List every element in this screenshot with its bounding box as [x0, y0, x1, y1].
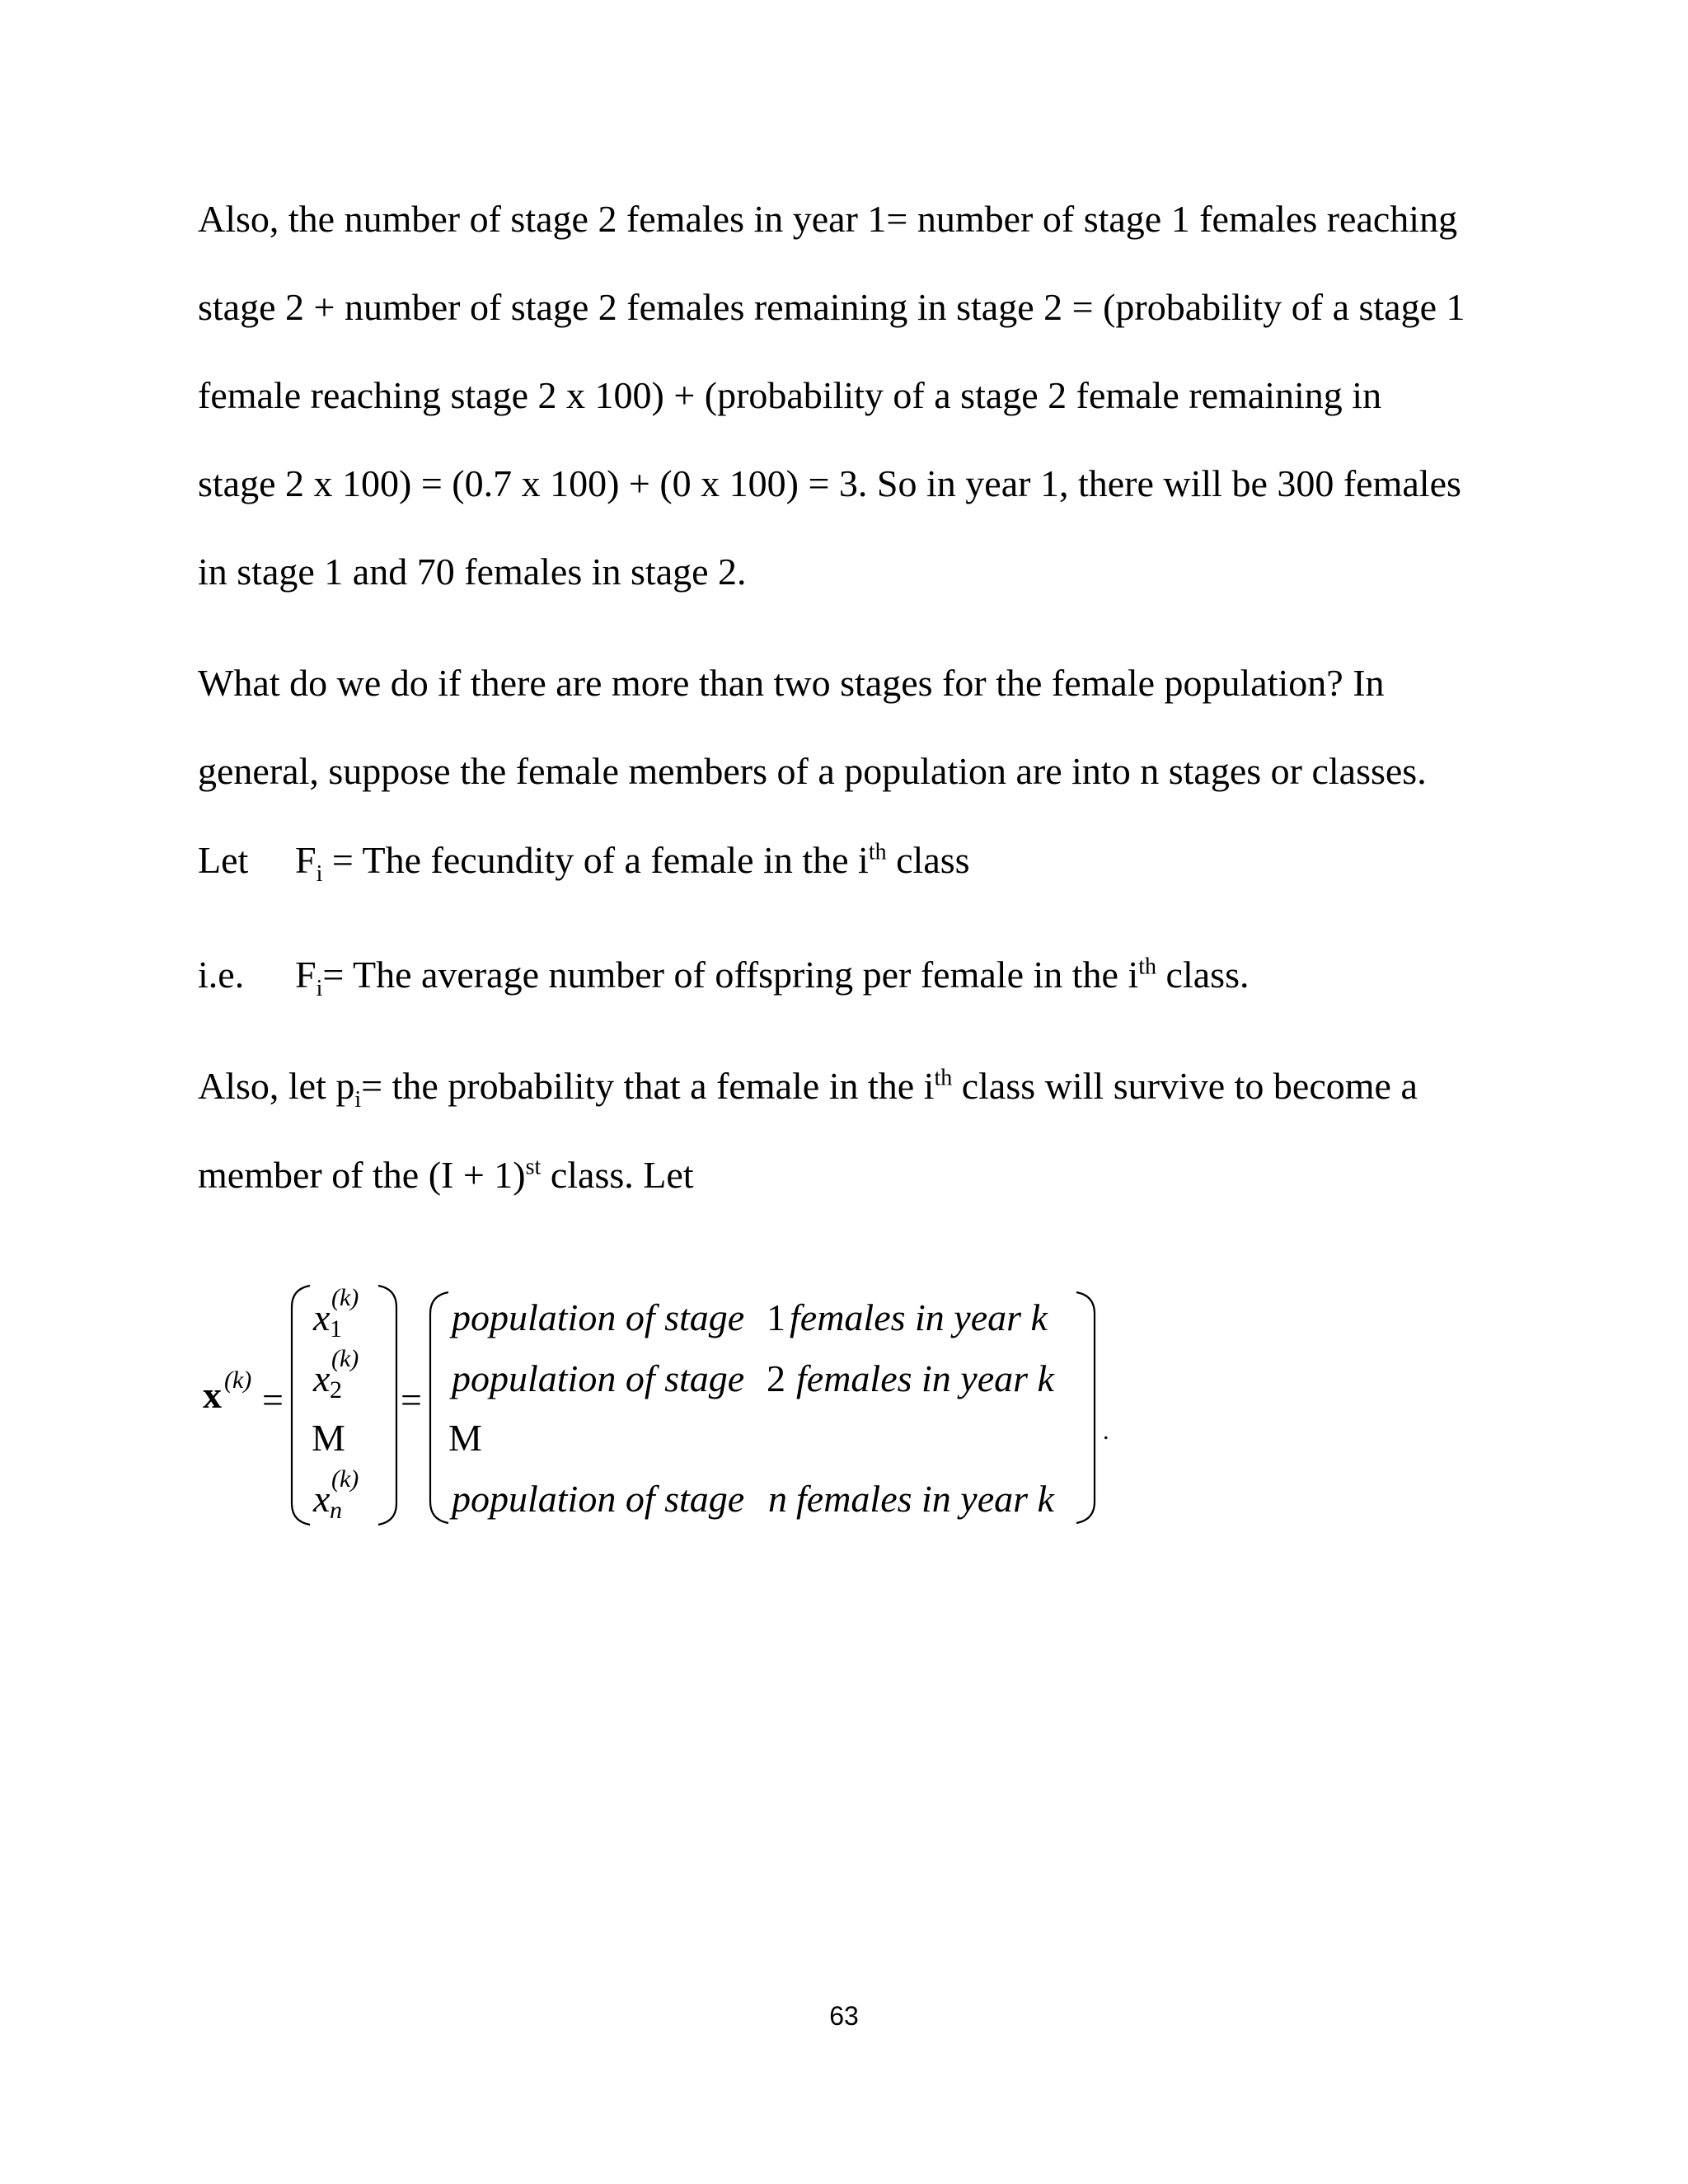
entry-sub: n — [330, 1497, 342, 1524]
entry-sup: (k) — [331, 1345, 359, 1372]
entry-sup: (k) — [331, 1284, 359, 1311]
body-text-line: Also, the number of stage 2 females in year 1= number of stage 1 females reaching — [198, 198, 1458, 240]
row-text: population of stage — [452, 1478, 745, 1520]
body-text-line: general, suppose the female members of a population are into n stages or classes. — [198, 750, 1427, 792]
text-span: = the probability that a female in the i — [361, 1065, 935, 1107]
text-span: Also, let p — [198, 1065, 355, 1107]
body-text-line — [198, 1156, 694, 1194]
subscript: i — [316, 861, 323, 888]
var-F: F — [295, 954, 316, 996]
body-text-line: What do we do if there are more than two stages for the female population? In — [198, 662, 1385, 704]
entry-sub: 2 — [330, 1376, 342, 1404]
entry-var: M — [312, 1417, 345, 1459]
equals-sign: = — [262, 1379, 284, 1421]
body-text-line — [198, 1065, 1418, 1113]
var-F: F — [295, 839, 316, 881]
page-number: 63 — [829, 2001, 859, 2031]
equation-period: . — [1103, 1418, 1109, 1445]
body-text-line: stage 2 + number of stage 2 females remaining in stage 2 = (probability of a stage 1 — [198, 286, 1465, 328]
definition-label: Let — [198, 839, 249, 881]
superscript: st — [525, 1154, 542, 1180]
row-text: population of stage — [452, 1357, 745, 1399]
entry-sup: (k) — [331, 1465, 359, 1493]
row-stage: 2 — [767, 1357, 785, 1399]
definition-offspring — [198, 954, 1250, 1002]
body-text-line: in stage 1 and 70 females in stage 2. — [198, 551, 747, 593]
row-text: females in year k — [796, 1357, 1054, 1399]
body-text-line: stage 2 x 100) = (0.7 x 100) + (0 x 100) = 3. So in year 1, there will be 300 females — [198, 462, 1461, 504]
row-stage: 1 — [767, 1296, 785, 1338]
subscript: i — [354, 1087, 362, 1113]
entry-var: x — [313, 1357, 331, 1399]
definition-text: = The fecundity of a female in the i — [322, 839, 869, 881]
definition-fecundity — [198, 839, 970, 888]
right-paren-icon — [1073, 1289, 1098, 1528]
text-span: class. Let — [541, 1154, 694, 1196]
subscript: i — [316, 976, 323, 1002]
left-paren-icon — [290, 1282, 315, 1530]
left-paren-icon — [429, 1289, 453, 1528]
definition-text: = The average number of offspring per female in the i — [322, 954, 1139, 996]
equals-sign: = — [401, 1379, 422, 1421]
row-text: population of stage — [452, 1296, 745, 1338]
row-text: females in year k — [790, 1296, 1048, 1338]
superscript: th — [868, 839, 887, 865]
row-text: M — [448, 1417, 482, 1459]
definition-label: i.e. — [198, 954, 245, 996]
text-span: class will survive to become a — [952, 1065, 1418, 1107]
lhs-superscript: (k) — [224, 1366, 252, 1394]
body-text-line: female reaching stage 2 x 100) + (probability of a stage 2 female remaining in — [198, 374, 1382, 416]
definition-text: class. — [1156, 954, 1250, 996]
entry-var: x — [313, 1296, 331, 1338]
row-stage: n — [768, 1478, 787, 1520]
entry-sub: 1 — [330, 1315, 342, 1343]
superscript: th — [934, 1065, 953, 1091]
text-span: member of the (I + 1) — [198, 1154, 526, 1196]
definition-text: class — [886, 839, 970, 881]
right-paren-icon — [375, 1282, 400, 1530]
superscript: th — [1138, 954, 1157, 980]
entry-var: x — [313, 1478, 331, 1520]
lhs-symbol: x — [203, 1374, 222, 1416]
row-text: females in year k — [796, 1478, 1054, 1520]
